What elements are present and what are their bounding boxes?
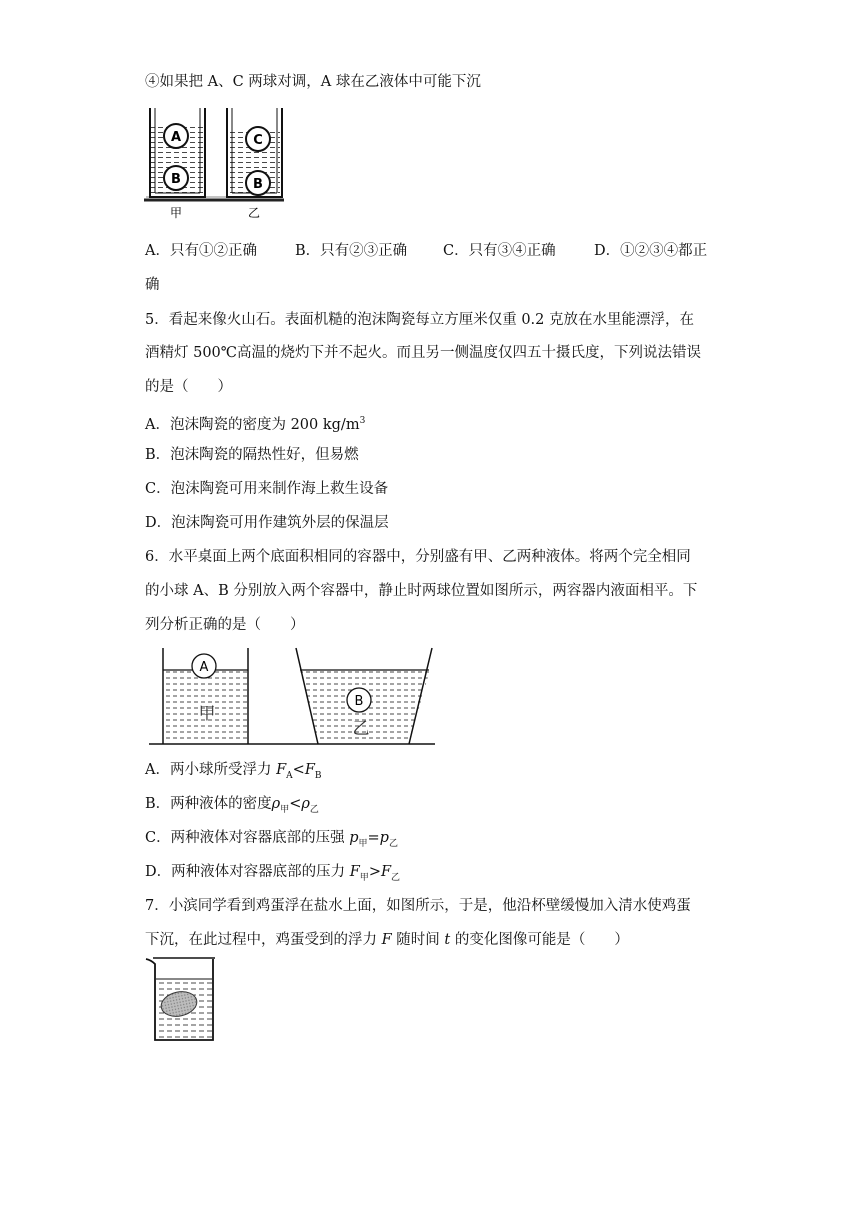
- q5-option-b[interactable]: B．泡沫陶瓷的隔热性好，但易燃: [145, 447, 359, 463]
- q4-option-a[interactable]: A．只有①②正确: [145, 243, 257, 259]
- q4-figure: [142, 100, 302, 220]
- q7-stem-line-2: 下沉，在此过程中，鸡蛋受到的浮力 F 随时间 t 的变化图像可能是（ ）: [145, 932, 629, 948]
- q6-option-c[interactable]: C．两种液体对容器底部的压强 $p_甲=p_乙$: [145, 830, 398, 849]
- q4-option-d[interactable]: D．①②③④都正: [594, 243, 708, 259]
- q4-option-d-cont: 确: [145, 277, 160, 293]
- q6-label-yi: 乙: [352, 719, 370, 739]
- q5-stem-line-2: 酒精灯 500℃高温的烧灼下并不起火。而且另一侧温度仅四五十摄氏度，下列说法错误: [145, 345, 702, 361]
- q5-stem-line-3: 的是（ ）: [145, 379, 232, 395]
- q4-option-b[interactable]: B．只有②③正确: [295, 243, 408, 259]
- q5-option-a[interactable]: A．泡沫陶瓷的密度为 200 $kg/m^3$: [145, 416, 366, 433]
- q4-statement-4: ④如果把 A、C 两球对调，A 球在乙液体中可能下沉: [145, 74, 481, 90]
- q6-stem-line-1: 6．水平桌面上两个底面积相同的容器中，分别盛有甲、乙两种液体。将两个完全相同: [145, 549, 691, 565]
- q6-option-b[interactable]: B．两种液体的密度$\rho_甲<\rho_乙$: [145, 796, 319, 815]
- q4-label-jia: 甲: [169, 206, 183, 220]
- q4-option-c[interactable]: C．只有③④正确: [443, 243, 556, 259]
- q4-ball-a: A: [170, 130, 182, 145]
- q4-ball-b-yi: B: [253, 177, 263, 192]
- q4-label-yi: 乙: [247, 206, 261, 220]
- q6-stem-line-2: 的小球 A、B 分别放入两个容器中，静止时两球位置如图所示，两容器内液面相平。下: [145, 583, 698, 599]
- q5-option-c[interactable]: C．泡沫陶瓷可用来制作海上救生设备: [145, 481, 389, 497]
- q5-stem-line-1: 5．看起来像火山石。表面机糙的泡沫陶瓷每立方厘米仅重 0.2 克放在水里能漂浮，在: [145, 312, 695, 328]
- q6-stem-line-3: 列分析正确的是（ ）: [145, 617, 305, 633]
- q6-ball-a: A: [199, 660, 209, 675]
- q7-stem-line-1: 7．小滨同学看到鸡蛋浮在盐水上面，如图所示，于是，他沿杯壁缓慢加入清水使鸡蛋: [145, 898, 691, 914]
- q6-ball-b: B: [354, 694, 364, 709]
- q5-option-d[interactable]: D．泡沫陶瓷可用作建筑外层的保温层: [145, 515, 389, 531]
- q6-label-jia: 甲: [198, 704, 216, 724]
- q6-option-d[interactable]: D．两种液体对容器底部的压力 $F_甲>F_乙$: [145, 864, 401, 883]
- q6-figure: [145, 645, 445, 750]
- q4-ball-b-jia: B: [171, 172, 181, 187]
- q6-option-a[interactable]: A．两小球所受浮力 $F_A<F_B$: [145, 762, 322, 781]
- q4-ball-c: C: [253, 133, 263, 148]
- q7-beaker-figure: [143, 956, 223, 1046]
